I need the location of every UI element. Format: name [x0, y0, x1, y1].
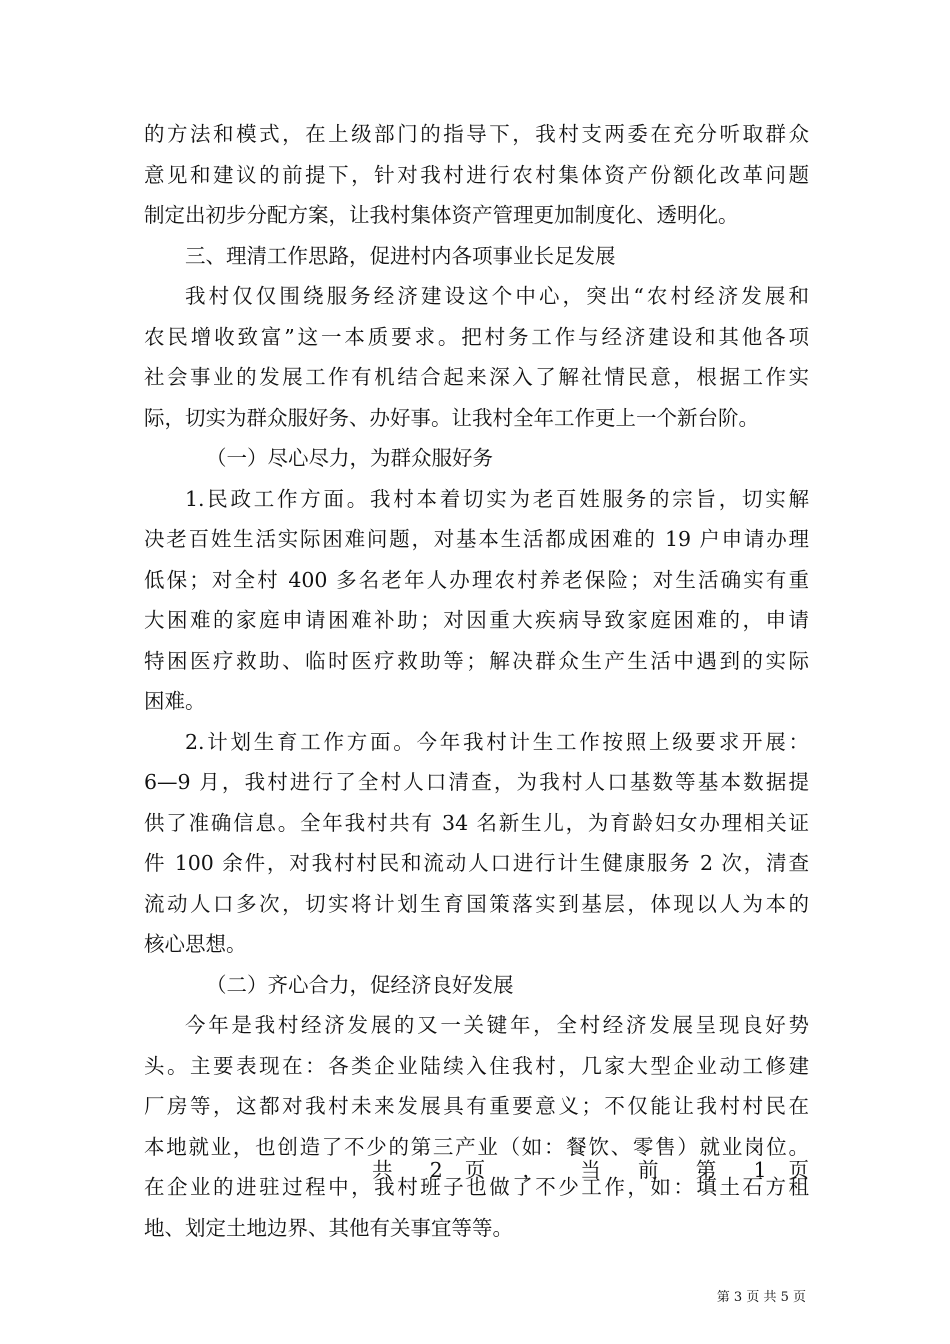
paragraph-line: 低保；对全村 400 多名老年人办理农村养老保险；对生活确实有重: [144, 567, 809, 592]
paragraph-line: 困难。: [144, 689, 206, 713]
body-text: [144, 114, 809, 1248]
paragraph-line: 社会事业的发展工作有机结合起来深入了解社情民意，根据工作实: [144, 365, 809, 389]
paragraph-line: 制定出初步分配方案，让我村集体资产管理更加制度化、透明化。: [144, 203, 739, 227]
paragraph-line: 6—9 月，我村进行了全村人口清查，为我村人口基数等基本数据提: [144, 770, 809, 794]
paragraph-line: 地、划定土地边界、其他有关事宜等等。: [144, 1215, 513, 1240]
paragraph-line: 在企业的进驻过程中，我村班子也做了不少工作，如：填土石方租: [144, 1175, 809, 1199]
paragraph-line: 际，切实为群众服好务、办好事。让我村全年工作更上一个新台阶。: [144, 405, 759, 430]
paragraph-line: 今年是我村经济发展的又一关键年，全村经济发展呈现良好势: [185, 1013, 809, 1037]
paragraph-line: 我村仅仅围绕服务经济建设这个中心，突出“农村经济发展和: [185, 284, 809, 308]
paragraph-line: 特困医疗救助、临时医疗救助等；解决群众生产生活中遇到的实际: [144, 648, 809, 673]
paragraph-line: 供了准确信息。全年我村共有 34 名新生儿，为育龄妇女办理相关证: [144, 810, 809, 835]
paragraph-line: 厂房等，这都对我村未来发展具有重要意义；不仅能让我村村民在: [144, 1094, 809, 1118]
paragraph-line: 意见和建议的前提下，针对我村进行农村集体资产份额化改革问题: [144, 162, 809, 187]
subsection-heading: （一）尽心尽力，为群众服好务: [206, 446, 493, 470]
page-counter: 共 2 页 ， 当 前 第 1 页: [372, 1158, 809, 1182]
section-heading: 三、理清工作思路，促进村内各项事业长足发展: [185, 243, 616, 268]
paragraph-line: 决老百姓生活实际困难问题，对基本生活都成困难的 19 户申请办理: [144, 527, 809, 551]
paragraph-line: 本地就业，也创造了不少的第三产业（如：餐饮、零售）就业岗位。: [144, 1134, 809, 1159]
paragraph-line: 件 100 余件，对我村村民和流动人口进行计生健康服务 2 次，清查: [144, 851, 809, 875]
paragraph-line: 农民增收致富”这一本质要求。把村务工作与经济建设和其他各项: [144, 324, 809, 349]
subsection-heading: （二）齐心合力，促经济良好发展: [206, 972, 514, 997]
paragraph-line: 1.民政工作方面。我村本着切实为老百姓服务的宗旨，切实解: [185, 486, 809, 511]
paragraph-line: 大困难的家庭申请困难补助；对因重大疾病导致家庭困难的，申请: [144, 608, 809, 632]
paragraph-line: 流动人口多次，切实将计划生育国策落实到基层，体现以人为本的: [144, 891, 809, 916]
paragraph-line: 头。主要表现在：各类企业陆续入住我村，几家大型企业动工修建: [144, 1053, 809, 1078]
paragraph-line: 2.计划生育工作方面。今年我村计生工作按照上级要求开展：: [185, 729, 809, 754]
paragraph-line: 的方法和模式，在上级部门的指导下，我村支两委在充分听取群众: [144, 122, 809, 146]
page-footer: 第 3 页 共 5 页: [716, 1290, 806, 1305]
paragraph-line: 核心思想。: [144, 932, 247, 956]
